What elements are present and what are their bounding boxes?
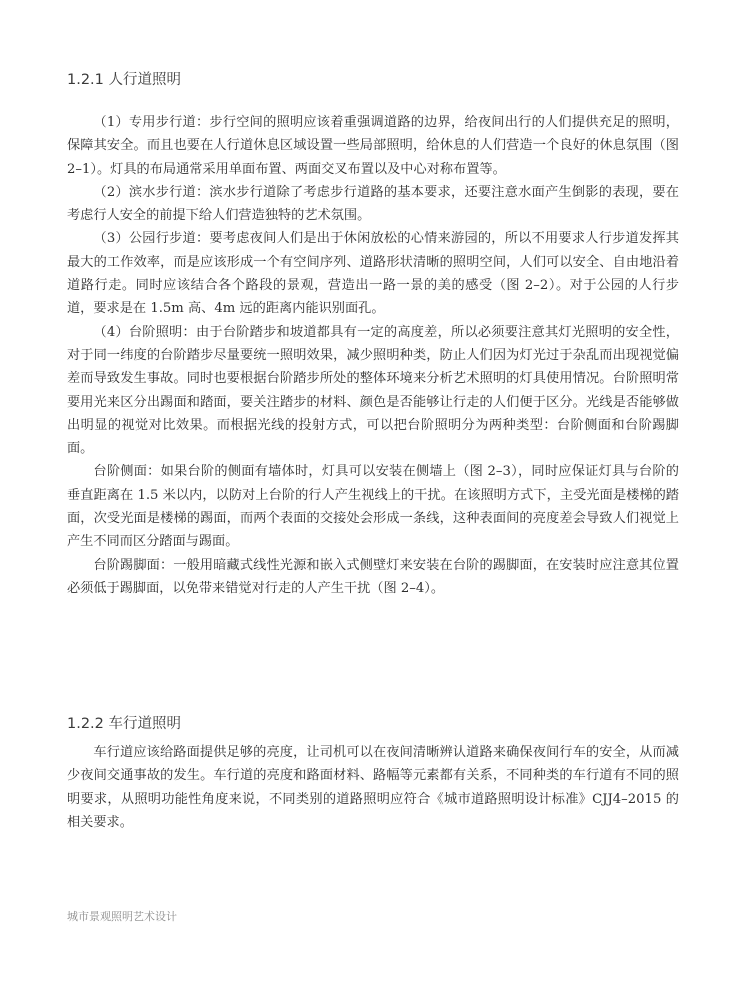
section-heading-pedestrian-lighting: 1.2.1 人行道照明 [67, 72, 182, 88]
section-heading-roadway-lighting: 1.2.2 车行道照明 [67, 716, 182, 732]
section-body-roadway-lighting [67, 741, 679, 834]
section-body-pedestrian-lighting [67, 111, 679, 600]
paragraph-step-lighting: （4）台阶照明：由于台阶踏步和坡道都具有一定的高度差，所以必须要注意其灯光照明的安全性，对于同一纬度的台阶踏步尽量要统一照明效果，减少照明种类，防止人们因为灯光过于杂乱而出现视觉偏差而导致发生事故。同时也要根据台阶踏步所处的整体环境来分析艺术照明的灯具使用情况。台阶照明常要用光来区分出踢面和踏面，要关注踏步的材料、颜色是否能够让行走的人们便于区分。光线是否能够做出明显的视觉对比效果。而根据光线的投射方式，可以把台阶照明分为两种类型：台阶侧面和台阶踢脚面。 [67, 324, 679, 457]
paragraph-roadway: 车行道应该给路面提供足够的亮度，让司机可以在夜间清晰辨认道路来确保夜间行车的安全，从而减少夜间交通事故的发生。车行道的亮度和路面材料、路幅等元素都有关系，不同种类的车行道有不同的照明要求，从照明功能性角度来说，不同类别的道路照明应符合《城市道路照明设计标准》CJJ4–2015 的相关要求。 [67, 745, 679, 830]
page-footer: 城市景观照明艺术设计 [67, 910, 177, 923]
paragraph-step-riser: 台阶踢脚面：一般用暗藏式线性光源和嵌入式侧壁灯来安装在台阶的踢脚面，在安装时应注意其位置必须低于踢脚面，以免带来错觉对行走的人产生干扰（图 2–4）。 [67, 557, 679, 596]
paragraph-waterfront-walkway: （2）滨水步行道：滨水步行道除了考虑步行道路的基本要求，还要注意水面产生倒影的表现，要在考虑行人安全的前提下给人们营造独特的艺术氛围。 [67, 184, 679, 224]
paragraph-park-walkway: （3）公园行步道：要考虑夜间人们是出于休闲放松的心情来游园的，所以不用要求人行步道发挥其最大的工作效率，而是应该形成一个有空间序列、道路形状清晰的照明空间，人们可以安全、自由地沿着道路行走。同时应该结合各个路段的景观，营造出一路一景的美的感受（图 2–2）。对于公园的人行步道，要求是在 1.5m 高、4m 远的距离内能识别面孔。 [67, 231, 679, 317]
paragraph-dedicated-walkway: （1）专用步行道：步行空间的照明应该着重强调道路的边界，给夜间出行的人们提供充足的照明，保障其安全。而且也要在人行道休息区域设置一些局部照明，给休息的人们营造一个良好的休息氛围（图 2–1）。灯具的布局通常采用单面布置、两面交叉布置以及中心对称布置等。 [67, 115, 679, 177]
paragraph-step-side: 台阶侧面：如果台阶的侧面有墙体时，灯具可以安装在侧墙上（图 2–3），同时应保证灯具与台阶的垂直距离在 1.5 米以内，以防对上台阶的行人产生视线上的干扰。在该照明方式下，主受光面是楼梯的踏面，次受光面是楼梯的踢面，而两个表面的交接处会形成一条线，这种表面间的亮度差会导致人们视觉上产生不同而区分踏面与踢面。 [67, 464, 679, 550]
